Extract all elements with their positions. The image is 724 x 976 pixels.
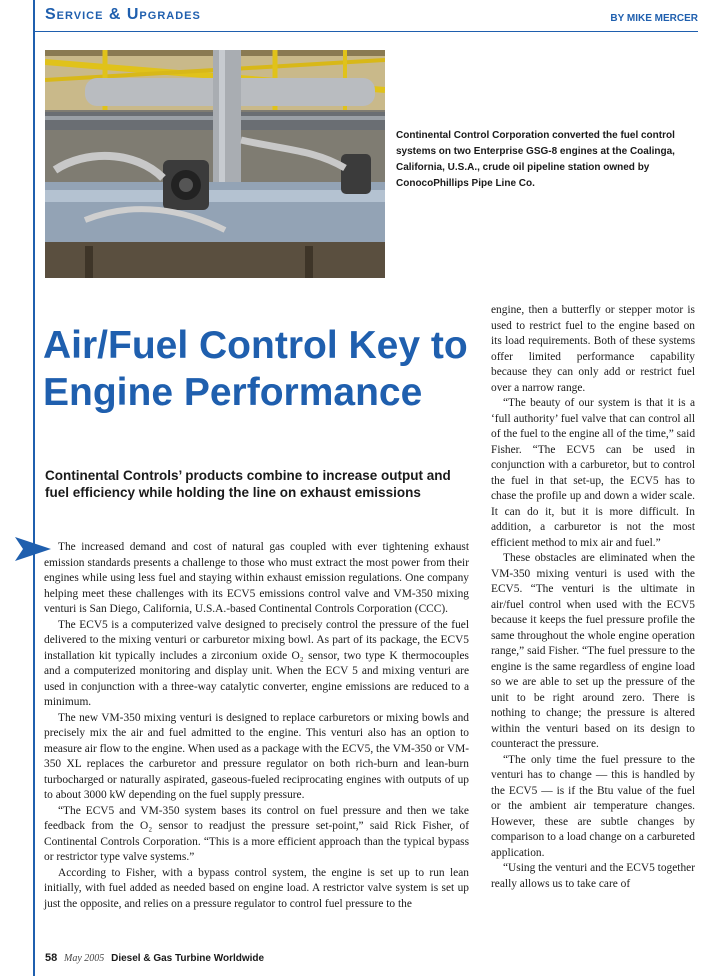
body-paragraph: “The ECV5 and VM-350 system bases its control on fuel pressure and then we take feedback from the O₂ sensor to readjust the pressure set-point,” said Rick Fisher, of Continental Controls Corporation. “This is a more efficient approach than the typical bypass or restrictor type valve systems.” [44, 804, 469, 863]
header-rule [33, 31, 698, 32]
vertical-rule [33, 0, 35, 976]
byline: BY MIKE MERCER [610, 13, 698, 24]
magazine-title: Diesel & Gas Turbine Worldwide [111, 953, 265, 964]
page-footer [45, 952, 264, 964]
body-paragraph: The new VM-350 mixing venturi is designed to replace carburetors or mixing bowls and precisely mix the air and fuel admitted to the engine. This venturi also has an option to measure air flow to the engine. When used as a package with the ECV5, the VM-350 or VM-350 XL replaces the carburetor and pressure regulator on both rich-burn and lean-burn turbocharged or naturally aspirated, gaseous-fueled reciprocating engines with outputs of up to about 3000 kW depending on the fuel supply pressure. [44, 711, 469, 801]
article-headline: Air/Fuel Control Key to Engine Performance [43, 324, 468, 414]
body-paragraph: “Using the venturi and the ECV5 together really allows us to take care of [491, 862, 695, 890]
body-paragraph: The ECV5 is a computerized valve designed to precisely control the pressure of the fuel delivered to the mixing venturi or carburetor mixing bowl. As part of its package, the ECV5 installation kit typically includes a zirconium oxide O₂ sensor, two type K thermocouples and a computerized monitoring and display unit. When the ECV 5 and mixing venturi are used in conjunction with a three-way catalytic converter, engine emissions are reduced to a minimum. [44, 618, 469, 708]
body-paragraph: These obstacles are eliminated when the VM-350 mixing venturi is used with the ECV5. “The venturi is the ultimate in air/fuel control when used with the ECV5 because it keeps the fuel pressure profile the same throughout the whole engine operation range,” said Fisher. “The fuel pressure to the engine is the same regardless of engine load so we are able to set up the pressure of the unit to be right around zero. There is nothing to change; the pressure is altered within the venturi based on its design to counteract the pressure. [491, 552, 695, 750]
section-title: Service & Upgrades [45, 6, 201, 23]
photo-caption: Continental Control Corporation converted the fuel control systems on two Enterprise GSG-8 engines at the Coalinga, California, U.S.A., crude oil pipeline station owned by ConocoPhillips Pipe Line Co. [396, 130, 675, 189]
body-paragraph: The increased demand and cost of natural gas coupled with ever tightening exhaust emission standards presents a challenge to those who must extract the most power from their engines while using less fuel and staying within exhaust emission regulations. One company helping meet these challenges with its ECV5 emissions control valve and VM-350 mixing venturi is San Diego, California, U.S.A.-based Continental Controls Corporation (CCC). [44, 541, 469, 615]
article-body-right-column [491, 303, 695, 892]
body-paragraph: According to Fisher, with a bypass control system, the engine is set up to run lean initially, with fuel added as needed based on engine load. A restrictor valve system is set up just the opposite, and relies on a pressure regulator to control fuel pressure to the [44, 866, 469, 910]
article-body-left-column [44, 540, 469, 912]
engine-photo-illustration [45, 50, 385, 278]
body-paragraph: “The beauty of our system is that it is a ‘full authority’ fuel valve that can control all of the fuel to the engine all of the time,” said Fisher. “The ECV5 can be used in conjunction with a carburetor, but to control the fuel in that set-up, the ECV5 has to chase the profile up and down a wider scale. It can do it, but it is more difficult. In addition, a carburetor is not the most efficient method to mix air and fuel.” [491, 397, 696, 549]
article-deck: Continental Controls’ products combine to increase output and fuel efficiency while holding the line on exhaust emissions [45, 468, 451, 500]
body-paragraph: “The only time the fuel pressure to the venturi has to change — this is handled by the ECV5 — is if the Btu value of the fuel or the ambient air temperature changes. However, these are subtle changes by comparison to a load change on a carbureted application. [491, 753, 695, 859]
body-paragraph: engine, then a butterfly or stepper motor is used to restrict fuel to the engine based on its load requirements. Both of these systems offer limited performance capability because they can only add or restrict fuel over a narrow range. [491, 304, 695, 394]
engine-photo [45, 50, 385, 278]
issue-date: May 2005 [64, 953, 105, 964]
page-number: 58 [45, 952, 58, 964]
